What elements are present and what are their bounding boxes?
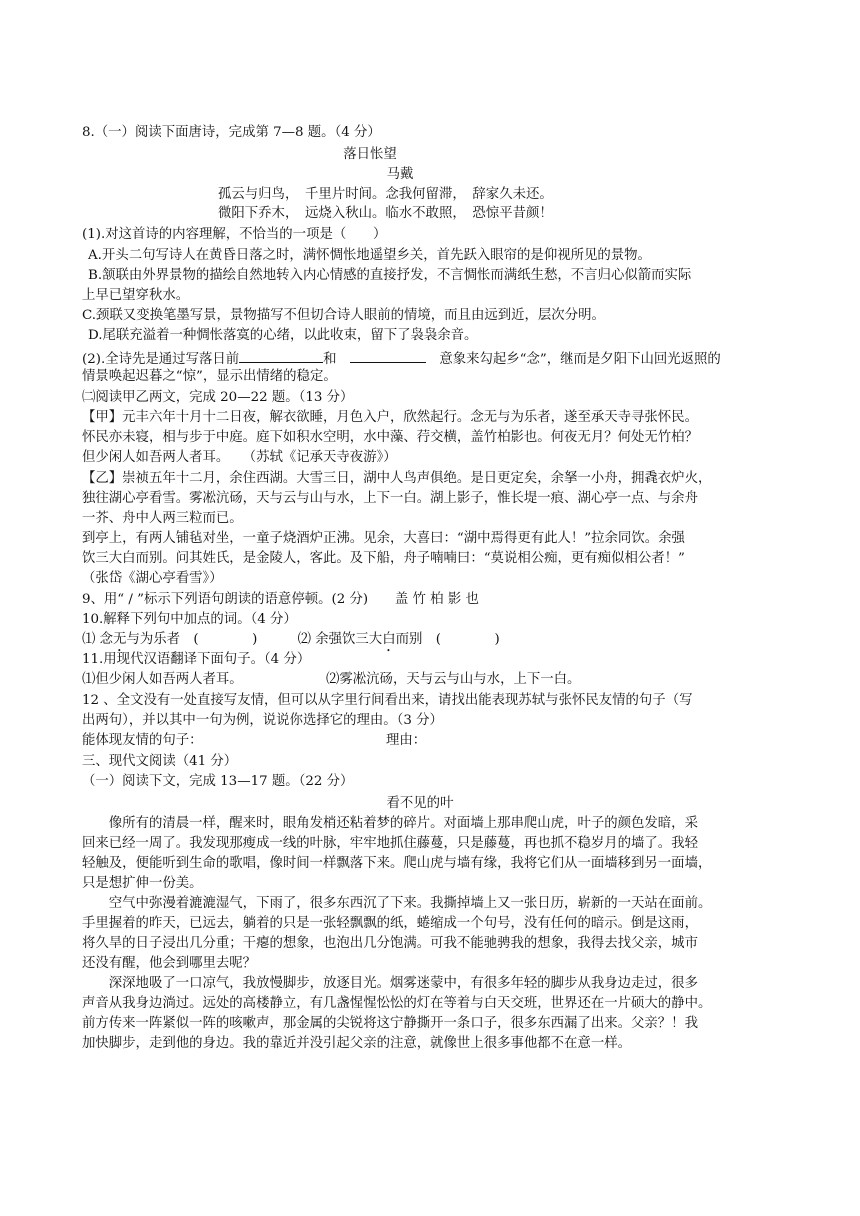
q12-reason-label: 理由： <box>386 733 427 748</box>
question-10: 10.解释下列句中加点的词。（4 分） <box>82 612 297 627</box>
question-2-line2: 情景唤起迟暮之“惊”，显示出情绪的稳定。 <box>82 369 337 384</box>
option-a: A.开头二句写诗人在黄昏日落之时，满怀惆怅地遥望乡关，首先跃入眼帘的是仰视所见的景物。 <box>88 248 651 263</box>
q2-text-2: 意象来勾起乡“念”，继而是夕阳下山回光返照的 <box>439 352 721 367</box>
essay-p2-line3: 将久旱的日子浸出几分重；干瘪的想象，也泡出几分饱满。可我不能驰骋我的想象，我得去找父亲，城市 <box>82 936 698 951</box>
q9-label: 9、用“ / ”标示下列语句朗读的语意停顿。(2 分) <box>82 592 369 607</box>
section3-sub: （一）阅读下文，完成 13—17 题。（22 分） <box>82 774 354 789</box>
question-11-item-1: ⑴但少闲人如吾两人者耳。 <box>82 672 243 687</box>
essay-title: 看不见的叶 <box>386 796 454 811</box>
q10-item-2 <box>298 632 500 647</box>
q10-item-1-pre: ⑴ 念 <box>82 632 114 647</box>
section8-header: 8.（一）阅读下面唐诗，完成第 7—8 题。（4 分） <box>82 125 381 140</box>
q10-item-2-pre: ⑵ 余强饮三大 <box>297 632 383 647</box>
section2-header: ㈡阅读甲乙两文，完成 20—22 题。（13 分） <box>82 390 354 405</box>
q2-text-1: (2).全诗先是通过写落日前 <box>82 352 240 367</box>
poem-line-1: 孤云与归鸟， 千里片时间。念我何留滞， 辞家久未还。 <box>218 187 553 202</box>
essay-p2-line4: 还没有醒，他会到哪里去呢？ <box>82 956 257 971</box>
essay-p1-line4: 只是想扩伸一份美。 <box>82 876 203 891</box>
text-yi-line5: 饮三大白而别。问其姓氏，是金陵人，客此。及下船，舟子喃喃曰：“莫说相公痴，更有痴似相公者！” <box>82 551 685 566</box>
option-d: D.尾联充溢着一种惆怅落寞的心绪，以此收束，留下了袅袅余音。 <box>88 328 478 343</box>
q9-phrase: 盖 竹 柏 影 也 <box>394 592 479 607</box>
option-c: C.颈联又变换笔墨写景，景物描写不但切合诗人眼前的情境，而且由远到近，层次分明。 <box>82 308 605 323</box>
question-2-line1 <box>82 348 782 369</box>
q10-item-1 <box>82 632 257 647</box>
essay-p2-line2: 手里握着的昨天，已远去，躺着的只是一张轻飘飘的纸，蜷缩成一个句号，没有任何的暗示。倒是这雨， <box>82 916 698 931</box>
text-yi-line1: 【乙】崇祯五年十二月，余住西湖。大雪三日，湖中人鸟声俱绝。是日更定矣，余拏一小舟，拥毳衣炉火， <box>82 471 712 486</box>
answer-blank-2[interactable] <box>350 348 426 363</box>
poem-author: 马戴 <box>386 167 414 182</box>
question-11-item-2: ⑵雾凇沆砀，天与云与山与水，上下一白。 <box>326 672 581 687</box>
poem-title: 落日怅望 <box>343 147 397 162</box>
section3-header: 三、现代文阅读（41 分） <box>82 754 238 769</box>
option-b-line1: B.颔联由外界景物的描绘自然地转入内心情感的直接抒发，不言惆怅而满纸生愁，不言归心似箭而实际 <box>88 268 692 283</box>
essay-p1-line1: 像所有的清晨一样，醒来时，眼角发梢还粘着梦的碎片。对面墙上那串爬山虎，叶子的颜色发暗，采 <box>82 816 698 831</box>
text-yi-line2: 独往湖心亭看雪。雾凇沆砀，天与云与山与水，上下一白。湖上影子，惟长堤一痕、湖心亭一点、与余舟 <box>82 491 698 506</box>
essay-p3-line3: 前方传来一阵紧似一阵的咳嗽声，那金属的尖锐将这宁静撕开一条口子，很多东西漏了出来。父亲？！我 <box>82 1016 698 1031</box>
q10-item-2-dotted-word: 白 <box>382 632 396 647</box>
text-yi-line6: （张岱《湖心亭看雪》） <box>82 571 223 586</box>
essay-p1-line2: 回来已经一周了。我发现那瘦成一线的叶脉，牢牢地抓住藤蔓，只是藤蔓，再也抓不稳岁月的墙了。我轻 <box>82 836 698 851</box>
text-jia-line2: 怀民亦未寝，相与步于中庭。庭下如积水空明，水中藻、荇交横，盖竹柏影也。何夜无月？何处无竹柏？ <box>82 430 698 445</box>
question-12-line1: 12 、全文没有一处直接写友情，但可以从字里行间看出来，请找出能表现苏轼与张怀民友情的句子（写 <box>82 693 693 708</box>
q10-item-1-dotted-word: 无 <box>113 632 127 647</box>
text-yi-line4: 到亭上，有两人铺毡对坐，一童子烧酒炉正沸。见余，大喜曰：“湖中焉得更有此人！”拉余同饮。余强 <box>82 531 685 546</box>
option-b-line2: 上早已望穿秋水。 <box>82 288 190 303</box>
essay-p3-line2: 声音从我身边淌过。远处的高楼静立，有几盏惺惺忪忪的灯在等着与白天交班，世界还在一片硕大的静中。 <box>82 996 712 1011</box>
question-11: 11.用现代汉语翻译下面句子。（4 分） <box>82 652 311 667</box>
essay-p1-line3: 轻触及，便能听到生命的歌唱，像时间一样飘落下来。爬山虎与墙有缘，我将它们从一面墙移到另一面墙， <box>82 856 712 871</box>
text-jia-line1: 【甲】元丰六年十月十二日夜，解衣欲睡，月色入户，欣然起行。念无与为乐者，遂至承天寺寻张怀民。 <box>82 410 698 425</box>
question-9 <box>82 591 782 609</box>
essay-p3-line4: 加快脚步，走到他的身边。我的靠近并没引起父亲的注意，就像世上很多事他都不在意一样。 <box>82 1036 632 1051</box>
essay-p2-line1: 空气中弥漫着漉漉湿气，下雨了，很多东西沉了下来。我撕掉墙上又一张日历，崭新的一天站在面前。 <box>82 896 712 911</box>
text-jia-line3: 但少闲人如吾两人者耳。 （苏轼《记承天寺夜游》） <box>82 450 397 465</box>
q12-sentence-label: 能体现友情的句子： <box>82 733 203 748</box>
question-1: (1).对这首诗的内容理解，不恰当的一项是（ ） <box>82 227 387 242</box>
answer-blank-1[interactable] <box>239 348 323 363</box>
q2-and: 和 <box>323 352 337 367</box>
question-12-line2: 出两句），并以其中一句为例，说说你选择它的理由。（3 分） <box>82 713 443 728</box>
essay-p3-line1: 深深地吸了一口凉气，我放慢脚步，放逐目光。烟雾迷蒙中，有很多年轻的脚步从我身边走过，很多 <box>82 976 698 991</box>
q10-item-1-post: 与为乐者 ( ) <box>126 632 258 647</box>
text-yi-line3: 一芥、舟中人两三粒而已。 <box>82 511 243 526</box>
poem-line-2: 微阳下乔木， 远烧入秋山。临水不敢照， 恐惊平昔颜！ <box>218 206 553 221</box>
q10-item-2-post: 而别 ( ) <box>395 632 500 647</box>
